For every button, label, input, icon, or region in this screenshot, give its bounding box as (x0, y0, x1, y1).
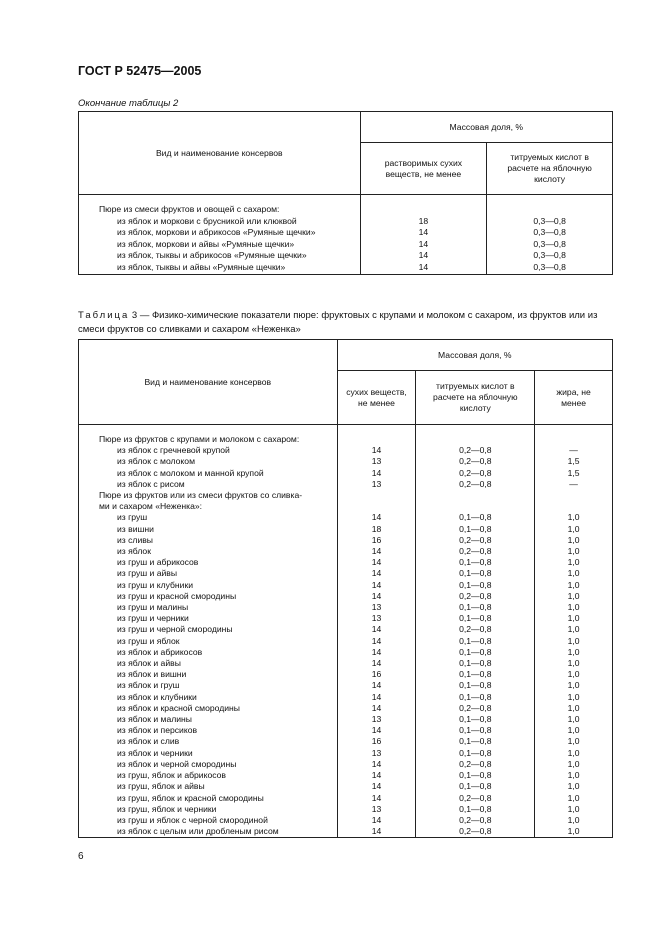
row-value-b: 0,1—0,8 (416, 692, 535, 703)
row-value-c: 1,0 (535, 546, 613, 557)
row-name: из яблок и слив (79, 736, 338, 747)
row-name: из яблок с молоком (79, 456, 338, 467)
row-value-c: 1,0 (535, 781, 613, 792)
row-value-b: 0,3—0,8 (487, 216, 613, 228)
row-value-b: 0,1—0,8 (416, 658, 535, 669)
table3-col-a-text: сухих веществ, не менее (346, 386, 407, 408)
table-row (79, 591, 613, 602)
table-row (79, 216, 613, 228)
table3-body (79, 425, 613, 838)
row-value-b (416, 501, 535, 512)
row-name: из яблок и абрикосов (79, 647, 338, 658)
row-value-a: 14 (360, 227, 487, 239)
row-name: из груш и яблок (79, 636, 338, 647)
row-value-b: 0,2—0,8 (416, 826, 535, 838)
row-name: из яблок, моркови и айвы «Румяные щечки» (79, 239, 361, 251)
row-value-b: 0,1—0,8 (416, 580, 535, 591)
table-row (79, 501, 613, 512)
row-value-a: 14 (337, 703, 416, 714)
row-value-b: 0,2—0,8 (416, 793, 535, 804)
row-value-c: 1,0 (535, 692, 613, 703)
row-value-c: 1,0 (535, 624, 613, 635)
table-row (79, 624, 613, 635)
row-value-a (337, 501, 416, 512)
row-value-b: 0,2—0,8 (416, 591, 535, 602)
row-value-b: 0,1—0,8 (416, 748, 535, 759)
row-name: из яблок (79, 546, 338, 557)
table-row (79, 714, 613, 725)
table-row (79, 227, 613, 239)
row-name: из яблок и айвы (79, 658, 338, 669)
table-row (79, 703, 613, 714)
row-value-b: 0,3—0,8 (487, 239, 613, 251)
row-value-c (535, 434, 613, 445)
row-value-b: 0,2—0,8 (416, 445, 535, 456)
table-row (79, 692, 613, 703)
row-value-a (337, 490, 416, 501)
table-row (79, 669, 613, 680)
table-row (79, 602, 613, 613)
table3-col-b (416, 371, 535, 425)
row-value-c: 1,5 (535, 456, 613, 467)
row-value-a: 14 (360, 239, 487, 251)
table-row (79, 736, 613, 747)
row-value-b (487, 204, 613, 216)
row-value-b: 0,2—0,8 (416, 535, 535, 546)
table-row (79, 204, 613, 216)
table2-col-b (487, 143, 613, 195)
table2-col-name: Вид и наименование консервов (79, 112, 361, 195)
row-value-a: 14 (337, 815, 416, 826)
row-value-c: 1,0 (535, 557, 613, 568)
row-value-c: 1,0 (535, 725, 613, 736)
table-row (79, 524, 613, 535)
table3-caption-text: 3 — Физико-химические показатели пюре: фруктовых с крупами и молоком с сахаром, из фруктов или из смеси фруктов со сливками и сахаром «Неженка» (78, 310, 598, 335)
table-row (79, 613, 613, 624)
row-value-c: 1,0 (535, 602, 613, 613)
row-value-a: 14 (337, 546, 416, 557)
row-name: из яблок и малины (79, 714, 338, 725)
row-value-b: 0,2—0,8 (416, 468, 535, 479)
row-value-b: 0,1—0,8 (416, 557, 535, 568)
row-name: из груш, яблок и черники (79, 804, 338, 815)
row-name: из яблок с рисом (79, 479, 338, 490)
row-value-b (416, 434, 535, 445)
row-value-a: 13 (337, 748, 416, 759)
row-value-c: 1,5 (535, 468, 613, 479)
table2-caption: Окончание таблицы 2 (78, 98, 179, 109)
row-name: ми и сахаром «Неженка»: (79, 501, 338, 512)
row-value-c: 1,0 (535, 703, 613, 714)
row-value-b: 0,1—0,8 (416, 736, 535, 747)
row-name: Пюре из фруктов или из смеси фруктов со сливка- (79, 490, 338, 501)
row-value-a: 14 (337, 680, 416, 691)
row-name: из груш, яблок и айвы (79, 781, 338, 792)
table-row (79, 512, 613, 523)
row-name: из яблок, моркови и абрикосов «Румяные щечки» (79, 227, 361, 239)
row-value-b: 0,1—0,8 (416, 568, 535, 579)
row-name: из яблок и черной смородины (79, 759, 338, 770)
row-value-a: 14 (337, 647, 416, 658)
row-value-c: 1,0 (535, 826, 613, 838)
row-name: из груш и черной смородины (79, 624, 338, 635)
table-row (79, 479, 613, 490)
row-value-a: 14 (337, 759, 416, 770)
table-row (79, 239, 613, 251)
row-name: из яблок с гречневой крупой (79, 445, 338, 456)
row-value-a: 14 (360, 250, 487, 262)
row-value-a: 14 (337, 445, 416, 456)
row-value-c: 1,0 (535, 793, 613, 804)
row-value-c: 1,0 (535, 568, 613, 579)
row-name: Пюре из смеси фруктов и овощей с сахаром: (79, 204, 361, 216)
row-value-a: 14 (337, 512, 416, 523)
row-value-c: 1,0 (535, 636, 613, 647)
table2-col-b-text: титруемых кислот в расчете на яблочную кислоту (507, 152, 592, 184)
row-value-b: 0,2—0,8 (416, 703, 535, 714)
row-value-a: 14 (337, 468, 416, 479)
row-value-b: 0,1—0,8 (416, 781, 535, 792)
table-row (79, 658, 613, 669)
table-row (79, 680, 613, 691)
row-value-a: 14 (337, 725, 416, 736)
row-name: из яблок и груш (79, 680, 338, 691)
row-value-b: 0,1—0,8 (416, 524, 535, 535)
table-row (79, 636, 613, 647)
row-value-a: 14 (337, 826, 416, 838)
table-row (79, 793, 613, 804)
row-value-b (416, 490, 535, 501)
row-value-b: 0,1—0,8 (416, 714, 535, 725)
table3-col-c (535, 371, 613, 425)
row-name: из яблок с молоком и манной крупой (79, 468, 338, 479)
row-value-a: 14 (337, 781, 416, 792)
document-code: ГОСТ Р 52475—2005 (78, 64, 202, 78)
table-row (79, 826, 613, 838)
row-value-b: 0,2—0,8 (416, 624, 535, 635)
row-name: из груш и малины (79, 602, 338, 613)
row-name: из яблок, тыквы и айвы «Румяные щечки» (79, 262, 361, 274)
row-value-a: 18 (360, 216, 487, 228)
row-value-c: 1,0 (535, 512, 613, 523)
row-value-b: 0,1—0,8 (416, 725, 535, 736)
row-value-c: 1,0 (535, 714, 613, 725)
table-row (79, 770, 613, 781)
row-name: из груш (79, 512, 338, 523)
row-value-c: 1,0 (535, 524, 613, 535)
row-name: из груш и красной смородины (79, 591, 338, 602)
table-row (79, 568, 613, 579)
row-value-b: 0,1—0,8 (416, 602, 535, 613)
row-value-b: 0,1—0,8 (416, 613, 535, 624)
table3-col-c-text: жира, не менее (556, 386, 591, 408)
row-value-a: 14 (337, 624, 416, 635)
table-row (79, 815, 613, 826)
row-value-a: 14 (337, 636, 416, 647)
row-value-a (337, 434, 416, 445)
row-value-b: 0,2—0,8 (416, 479, 535, 490)
table2-body (79, 195, 613, 275)
row-value-a: 13 (337, 456, 416, 467)
row-value-a: 13 (337, 479, 416, 490)
page-number: 6 (78, 851, 84, 862)
row-name: из груш и яблок с черной смородиной (79, 815, 338, 826)
row-value-c: 1,0 (535, 535, 613, 546)
table2-group-header: Массовая доля, % (360, 112, 612, 143)
row-name: из груш и клубники (79, 580, 338, 591)
row-name: из яблок и моркови с брусникой или клюквой (79, 216, 361, 228)
row-value-b: 0,1—0,8 (416, 636, 535, 647)
row-value-b: 0,2—0,8 (416, 759, 535, 770)
row-value-c: 1,0 (535, 680, 613, 691)
row-name: из груш, яблок и красной смородины (79, 793, 338, 804)
table2-col-a-text: растворимых сухих веществ, не менее (384, 157, 463, 179)
row-value-c: 1,0 (535, 770, 613, 781)
table-row (79, 580, 613, 591)
row-value-a: 16 (337, 736, 416, 747)
table-row (79, 647, 613, 658)
table-row (79, 262, 613, 274)
row-value-b: 0,2—0,8 (416, 546, 535, 557)
row-value-c: 1,0 (535, 591, 613, 602)
row-value-a: 14 (337, 793, 416, 804)
row-value-b: 0,1—0,8 (416, 512, 535, 523)
row-name: из груш, яблок и абрикосов (79, 770, 338, 781)
row-value-a: 14 (337, 770, 416, 781)
row-value-c: 1,0 (535, 613, 613, 624)
table-row (79, 434, 613, 445)
table3-col-name: Вид и наименование консервов (79, 340, 338, 425)
table-row (79, 781, 613, 792)
row-value-b: 0,3—0,8 (487, 250, 613, 262)
row-value-a: 14 (360, 262, 487, 274)
row-value-a: 13 (337, 804, 416, 815)
table-row (79, 535, 613, 546)
row-value-a: 14 (337, 692, 416, 703)
row-name: из вишни (79, 524, 338, 535)
table3-col-b-text: титруемых кислот в расчете на яблочную кислоту (433, 381, 518, 413)
row-name: из яблок с целым или дробленым рисом (79, 826, 338, 838)
row-name: из груш и айвы (79, 568, 338, 579)
row-value-c: 1,0 (535, 658, 613, 669)
row-value-c: 1,0 (535, 815, 613, 826)
table-row (79, 445, 613, 456)
table-row (79, 759, 613, 770)
row-value-a: 14 (337, 568, 416, 579)
row-value-b: 0,2—0,8 (416, 815, 535, 826)
table3-caption-label: Таблица (78, 310, 130, 321)
row-value-a (360, 204, 487, 216)
row-value-b: 0,1—0,8 (416, 804, 535, 815)
row-value-a: 16 (337, 535, 416, 546)
table-row (79, 456, 613, 467)
row-value-b: 0,1—0,8 (416, 647, 535, 658)
row-value-c: 1,0 (535, 580, 613, 591)
row-value-a: 14 (337, 591, 416, 602)
row-name: из яблок и красной смородины (79, 703, 338, 714)
row-value-c (535, 490, 613, 501)
row-value-b: 0,2—0,8 (416, 456, 535, 467)
row-value-c: 1,0 (535, 804, 613, 815)
row-name: из яблок, тыквы и абрикосов «Румяные щечки» (79, 250, 361, 262)
row-value-a: 14 (337, 658, 416, 669)
table-row (79, 468, 613, 479)
row-value-c: — (535, 479, 613, 490)
row-value-c: 1,0 (535, 647, 613, 658)
row-name: из яблок и вишни (79, 669, 338, 680)
row-value-c: 1,0 (535, 748, 613, 759)
table-row (79, 557, 613, 568)
row-name: из сливы (79, 535, 338, 546)
row-value-b: 0,1—0,8 (416, 669, 535, 680)
table-row (79, 725, 613, 736)
table3-caption (78, 309, 610, 337)
table-row (79, 490, 613, 501)
table-row (79, 546, 613, 557)
row-name: из яблок и черники (79, 748, 338, 759)
row-value-c: — (535, 445, 613, 456)
row-value-c: 1,0 (535, 759, 613, 770)
row-value-c: 1,0 (535, 669, 613, 680)
table-row (79, 748, 613, 759)
row-value-c: 1,0 (535, 736, 613, 747)
row-value-b: 0,1—0,8 (416, 680, 535, 691)
row-value-a: 14 (337, 580, 416, 591)
table3-group-header: Массовая доля, % (337, 340, 612, 371)
table-row (79, 804, 613, 815)
table2-col-a (360, 143, 487, 195)
table3-col-a (337, 371, 416, 425)
table-3 (78, 339, 613, 838)
row-value-b: 0,3—0,8 (487, 227, 613, 239)
row-name: из яблок и персиков (79, 725, 338, 736)
row-name: из яблок и клубники (79, 692, 338, 703)
row-value-a: 18 (337, 524, 416, 535)
row-value-a: 13 (337, 613, 416, 624)
table-row (79, 250, 613, 262)
row-name: Пюре из фруктов с крупами и молоком с сахаром: (79, 434, 338, 445)
row-value-a: 16 (337, 669, 416, 680)
row-name: из груш и черники (79, 613, 338, 624)
row-value-a: 14 (337, 557, 416, 568)
row-value-b: 0,1—0,8 (416, 770, 535, 781)
table-2 (78, 111, 613, 275)
row-value-a: 13 (337, 714, 416, 725)
row-value-c (535, 501, 613, 512)
row-value-b: 0,3—0,8 (487, 262, 613, 274)
row-value-a: 13 (337, 602, 416, 613)
row-name: из груш и абрикосов (79, 557, 338, 568)
